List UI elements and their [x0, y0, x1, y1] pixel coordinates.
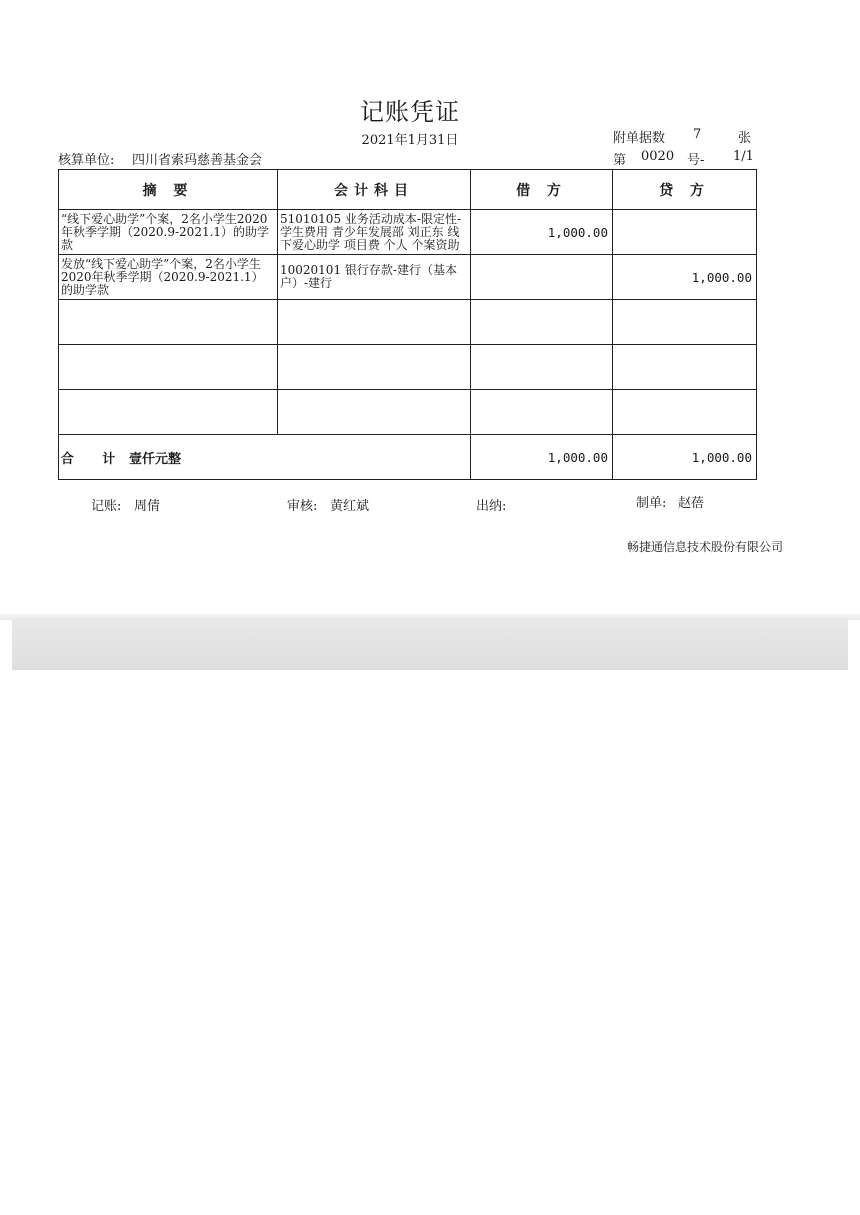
voucher-number: 0020	[641, 149, 675, 164]
row-debit	[471, 345, 613, 390]
table-row	[59, 300, 757, 345]
row-credit	[613, 300, 757, 345]
header-account: 会计科目	[278, 170, 471, 210]
row-credit	[613, 345, 757, 390]
auditor-label: 审核:	[287, 499, 318, 514]
header-credit: 贷 方	[613, 170, 757, 210]
bookkeeper-label: 记账:	[91, 499, 122, 514]
total-label: 合 计	[60, 451, 128, 467]
table-row	[59, 345, 757, 390]
row-debit: 1,000.00	[471, 210, 613, 255]
scan-shadow	[12, 618, 848, 670]
preparer-label: 制单:	[636, 496, 667, 511]
number-prefix: 第	[613, 153, 627, 168]
row-summary	[59, 390, 278, 435]
attachments-count: 7	[693, 127, 702, 142]
voucher-title: 记账凭证	[360, 98, 460, 126]
auditor-name: 黄红斌	[330, 499, 370, 514]
row-summary	[59, 345, 278, 390]
row-credit: 1,000.00	[613, 255, 757, 300]
voucher-date: 2021年1月31日	[361, 133, 459, 148]
attachments-label: 附单据数	[613, 131, 666, 146]
total-debit: 1,000.00	[471, 435, 613, 480]
header-debit: 借 方	[471, 170, 613, 210]
cashier-label: 出纳:	[476, 499, 507, 514]
total-row	[59, 435, 757, 480]
page-indicator: 1/1	[733, 149, 754, 164]
table-row	[59, 390, 757, 435]
attachments-unit: 张	[738, 131, 752, 146]
row-debit	[471, 255, 613, 300]
row-debit	[471, 300, 613, 345]
total-cell	[59, 435, 471, 480]
table-header-row	[59, 170, 757, 210]
header-summary: 摘 要	[59, 170, 278, 210]
preparer-name: 赵蓓	[678, 496, 705, 511]
table-row	[59, 210, 757, 255]
unit-name: 四川省索玛慈善基金会	[132, 153, 263, 168]
row-summary	[59, 300, 278, 345]
number-suffix: 号-	[687, 153, 705, 168]
row-account	[278, 390, 471, 435]
row-account: 10020101 银行存款-建行（基本户）-建行	[278, 255, 471, 300]
row-account: 51010105 业务活动成本-限定性-学生费用 青少年发展部 刘正东 线下爱心助学 项目费 个人 个案资助	[278, 210, 471, 255]
total-capital: 壹仟元整	[129, 451, 182, 467]
unit-label: 核算单位:	[58, 153, 115, 168]
voucher-table	[58, 169, 757, 480]
row-summary: 发放“线下爱心助学”个案，2名小学生2020年秋季学期（2020.9-2021.1）的助学款	[59, 255, 278, 300]
row-account	[278, 300, 471, 345]
row-account	[278, 345, 471, 390]
total-credit: 1,000.00	[613, 435, 757, 480]
row-credit	[613, 210, 757, 255]
table-row	[59, 255, 757, 300]
row-debit	[471, 390, 613, 435]
row-credit	[613, 390, 757, 435]
software-company: 畅捷通信息技术股份有限公司	[627, 540, 784, 554]
row-summary: “线下爱心助学”个案，2名小学生2020年秋季学期（2020.9-2021.1）的助学款	[59, 210, 278, 255]
bookkeeper-name: 周倩	[134, 499, 161, 514]
